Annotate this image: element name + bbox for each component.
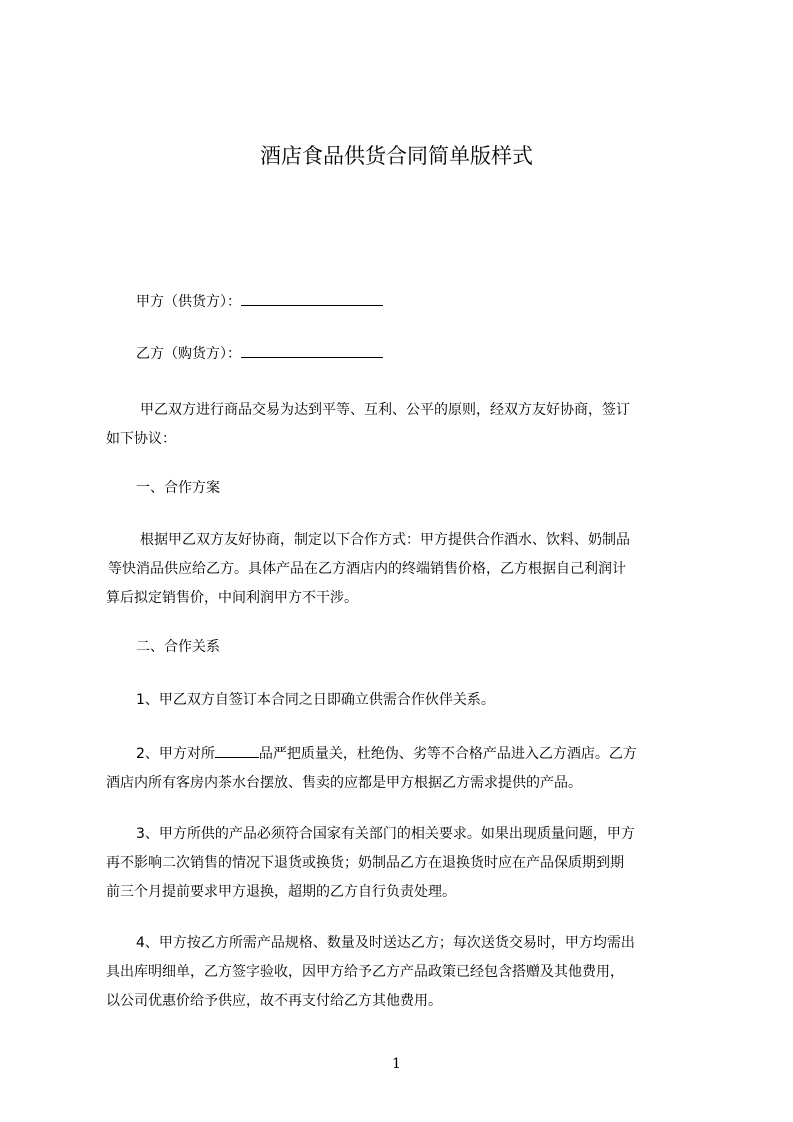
clause-1 — [106, 686, 702, 715]
clause-2-blank — [215, 743, 259, 758]
clause-2-suffix: 品严把质量关，杜绝伪、劣等不合格产品进入乙方酒店。乙方 — [258, 746, 637, 762]
party-a-label: 甲方（供货方）： — [136, 294, 241, 310]
clause-2 — [106, 740, 702, 798]
intro-line-2: 如下协议： — [106, 431, 176, 447]
clause-3-line-3: 前三个月提前要求甲方退换，超期的乙方自行负责处理。 — [106, 884, 456, 900]
section1-line-3: 算后拟定销售价，中间利润甲方不干涉。 — [106, 590, 358, 606]
section1-heading: 一、合作方案 — [136, 480, 220, 496]
section2-heading: 二、合作关系 — [136, 639, 220, 655]
section1-line-1: 根据甲乙双方友好协商，制定以下合作方式：甲方提供合作酒水、饮料、奶制品 — [140, 532, 630, 548]
section1-body — [106, 526, 702, 613]
clause-2-line-1 — [106, 740, 702, 769]
clause-3 — [106, 820, 702, 907]
party-b-label: 乙方（购货方）： — [136, 346, 241, 362]
clause-4-line-2: 具出库明细单，乙方签字验收，因甲方给予乙方产品政策已经包含搭赠及其他费用， — [106, 964, 624, 980]
intro-line-1: 甲乙双方进行商品交易为达到平等、互利、公平的原则，经双方友好协商，签订 — [140, 402, 630, 418]
section1-line-2: 等快消品供应给乙方。具体产品在乙方酒店内的终端销售价格，乙方根据自己利润计 — [108, 561, 626, 577]
party-a-blank — [241, 291, 383, 306]
clause-4-line-1: 4、甲方按乙方所需产品规格、数量及时送达乙方；每次送货交易时，甲方均需出 — [136, 935, 635, 951]
clause-4-line-3: 以公司优惠价给予供应，故不再支付给乙方其他费用。 — [106, 993, 442, 1009]
party-a-line — [136, 291, 383, 312]
clause-3-line-2: 再不影响二次销售的情况下退货或换货；奶制品乙方在退换货时应在产品保质期到期 — [106, 855, 624, 871]
clause-2-prefix: 2、甲方对所 — [136, 746, 215, 762]
page-number: 1 — [392, 1056, 401, 1072]
document-title: 酒店食品供货合同简单版样式 — [260, 144, 533, 168]
clause-3-line-1: 3、甲方所供的产品必须符合国家有关部门的相关要求。如果出现质量问题，甲方 — [136, 826, 635, 842]
clause-2-line-2: 酒店内所有客房内茶水台摆放、售卖的应都是甲方根据乙方需求提供的产品。 — [106, 775, 582, 791]
party-b-blank — [241, 343, 383, 358]
clause-1-line: 1、甲乙双方自签订本合同之日即确立供需合作伙伴关系。 — [136, 692, 495, 708]
intro-paragraph — [106, 396, 702, 454]
clause-4 — [106, 929, 702, 1016]
party-b-line — [136, 343, 383, 364]
